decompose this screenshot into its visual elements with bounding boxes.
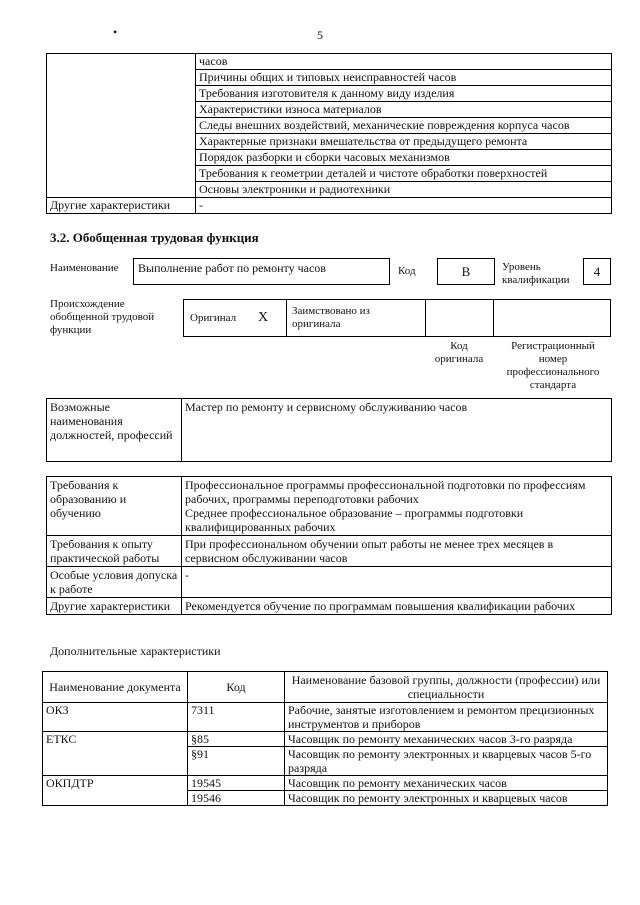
function-name-value: Выполнение работ по ремонту часов — [138, 261, 326, 275]
table-cell: Характерные признаки вмешательства от предыдущего ремонта — [196, 134, 612, 150]
table-row — [47, 54, 612, 70]
header-code: Код — [188, 672, 285, 703]
code-label: Код — [398, 265, 416, 277]
doc-cell: ОКПДТР — [43, 776, 188, 806]
education-label: Требования к образованию и обучению — [47, 477, 182, 536]
table-row — [47, 536, 612, 567]
other-label: Другие характеристики — [47, 598, 182, 615]
table-row — [43, 732, 608, 747]
table-row — [47, 477, 612, 536]
name-label: Наименование — [50, 262, 119, 274]
level-value: 4 — [583, 258, 611, 285]
doc-cell: ОКЗ — [43, 703, 188, 732]
table-row — [47, 567, 612, 598]
experience-label: Требования к опыту практической работы — [47, 536, 182, 567]
table-row — [47, 399, 612, 462]
code-cell: §91 — [188, 747, 285, 776]
level-label: Уровень квалификации — [502, 261, 570, 286]
table-row — [43, 776, 608, 791]
table-cell: Основы электроники и радиотехники — [196, 182, 612, 198]
name-cell: Часовщик по ремонту электронных и кварцевых часов — [285, 791, 608, 806]
code-original-caption: Код оригинала — [434, 340, 484, 365]
table-header-row — [43, 672, 608, 703]
page-number: 5 — [317, 28, 323, 42]
table-cell: Следы внешних воздействий, механические повреждения корпуса часов — [196, 118, 612, 134]
origin-box — [183, 299, 611, 337]
table-cell: Требования к геометрии деталей и чистоте обработки поверхностей — [196, 166, 612, 182]
name-cell: Часовщик по ремонту механических часов 3-го разряда — [285, 732, 608, 747]
divider — [286, 300, 287, 336]
table-row — [47, 198, 612, 214]
borrowed-label: Заимствовано из оригинала — [292, 305, 370, 330]
code-cell: §85 — [188, 732, 285, 747]
registration-caption: Регистрационный номер профессионального стандарта — [506, 340, 600, 391]
table-cell: Требования изготовителя к данному виду изделия — [196, 86, 612, 102]
table-cell: Характеристики износа материалов — [196, 102, 612, 118]
education-value: Профессиональное программы профессиональной подготовки по профессиям рабочих, программы переподготовки рабочих Среднее профессиональное образование – программы подготовки квалифицированных рабочих — [182, 477, 612, 536]
code-cell: 19545 — [188, 776, 285, 791]
original-mark: X — [258, 310, 269, 325]
positions-value: Мастер по ремонту и сервисному обслуживанию часов — [182, 399, 612, 462]
table-cell: Порядок разборки и сборки часовых механизмов — [196, 150, 612, 166]
other-value: Рекомендуется обучение по программам повышения квалификации рабочих — [182, 598, 612, 615]
doc-cell: ЕТКС — [43, 732, 188, 776]
original-label: Оригинал — [190, 312, 237, 324]
divider — [425, 300, 426, 336]
divider — [493, 300, 494, 336]
special-conditions-value: - — [182, 567, 612, 598]
positions-table — [46, 398, 612, 462]
origin-label: Происхождение обобщенной трудовой функции — [50, 298, 155, 336]
function-name-box — [133, 258, 390, 285]
code-value: B — [437, 258, 495, 285]
header-document: Наименование документа — [43, 672, 188, 703]
other-characteristics-label: Другие характеристики — [47, 198, 196, 214]
other-characteristics-value: - — [196, 198, 612, 214]
table-cell: Причины общих и типовых неисправностей часов — [196, 70, 612, 86]
additional-title: Дополнительные характеристики — [50, 644, 221, 658]
section-heading: 3.2. Обобщенная трудовая функция — [50, 230, 259, 245]
table-cell — [47, 54, 196, 198]
header-name: Наименование базовой группы, должности (профессии) или специальности — [285, 672, 608, 703]
table-row — [43, 703, 608, 732]
requirements-table — [46, 476, 612, 615]
code-cell: 19546 — [188, 791, 285, 806]
name-cell: Часовщик по ремонту механических часов — [285, 776, 608, 791]
name-cell: Рабочие, занятые изготовлением и ремонтом прецизионных инструментов и приборов — [285, 703, 608, 732]
experience-value: При профессиональном обучении опыт работы не менее трех месяцев в сервисном обслуживании часов — [182, 536, 612, 567]
name-cell: Часовщик по ремонту электронных и кварцевых часов 5-го разряда — [285, 747, 608, 776]
special-conditions-label: Особые условия допуска к работе — [47, 567, 182, 598]
knowledge-table — [46, 53, 612, 214]
table-cell: часов — [196, 54, 612, 70]
positions-label: Возможные наименования должностей, профессий — [47, 399, 182, 462]
code-cell: 7311 — [188, 703, 285, 732]
bullet-mark: • — [113, 25, 118, 39]
table-row — [47, 598, 612, 615]
additional-table — [42, 671, 608, 806]
